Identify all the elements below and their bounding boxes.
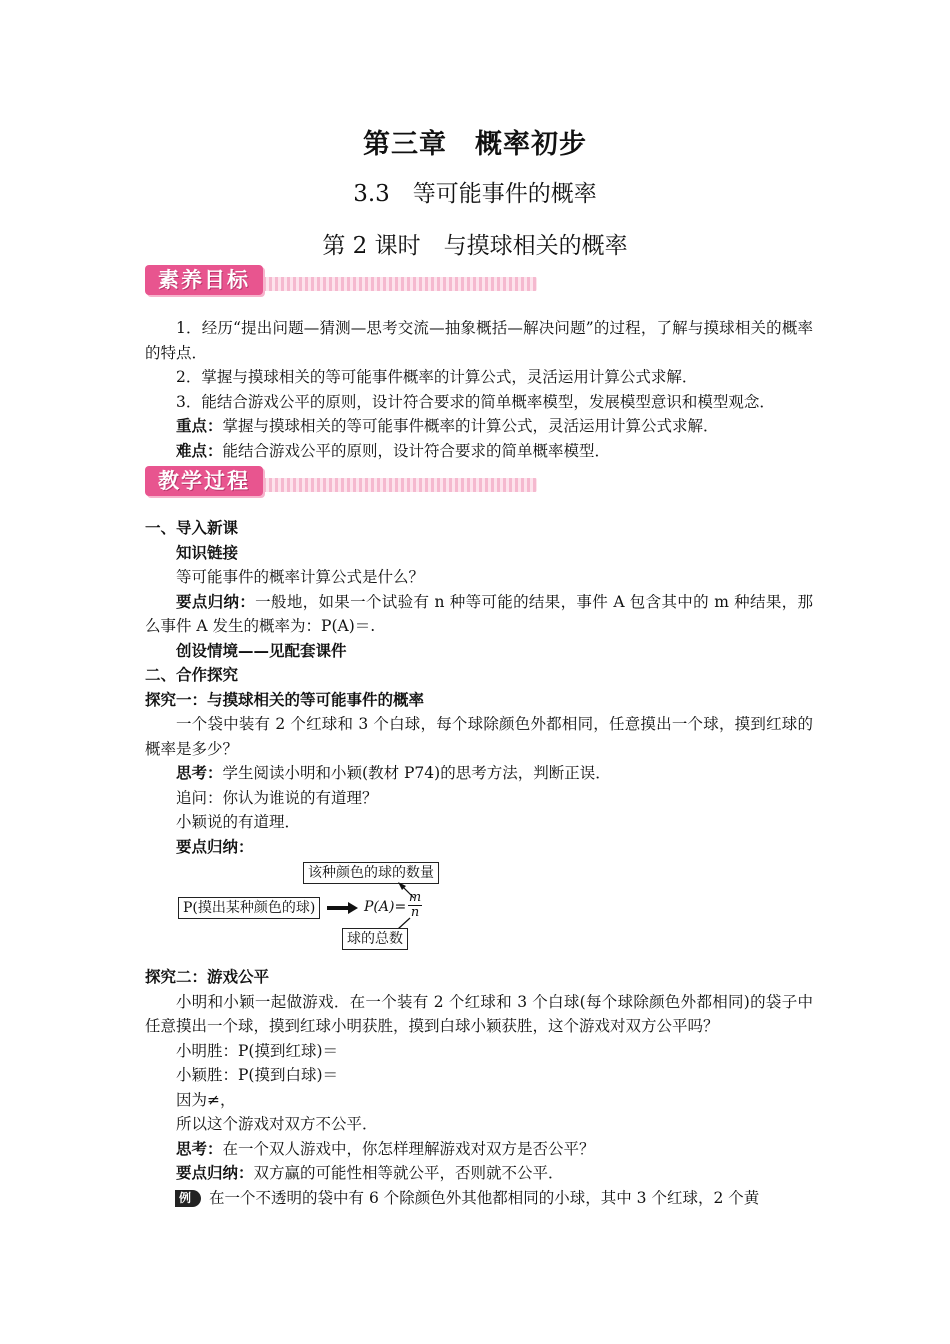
goals-banner-label: 素养目标: [145, 265, 263, 295]
goals-banner: [145, 265, 537, 295]
formula-denominator: n: [408, 905, 422, 920]
count-of-color-box: 该种颜色的球的数量: [303, 862, 439, 884]
goal-item-1: 1．经历“提出问题—猜测—思考交流—抽象概括—解决问题”的过程，了解与摸球相关的概率的特点．: [145, 319, 813, 362]
summary-3-label: 要点归纳：: [176, 1164, 254, 1182]
formula-lhs: P(A)=: [364, 899, 407, 915]
part2-heading: 二、合作探究: [145, 666, 239, 684]
followup-question: 追问：你认为谁说的有道理？: [176, 788, 378, 807]
main-arrow-head: [348, 902, 358, 914]
goals-section: [145, 316, 813, 463]
summary-2-label: 要点归纳：: [176, 837, 254, 856]
section-title: 3.3 等可能事件的概率: [353, 181, 597, 207]
example-text: 在一个不透明的袋中有 6 个除颜色外其他都相同的小球，其中 3 个红球，2 个黄: [209, 1188, 760, 1207]
xiaoming-win: 小明胜：P(摸到红球)＝: [176, 1041, 339, 1060]
probability-box: P(摸出某种颜色的球): [178, 897, 320, 919]
scenario: 创设情境——见配套课件: [176, 641, 347, 660]
difficulty-label: 难点：: [176, 441, 223, 460]
difficulty-point: [145, 439, 813, 464]
key-label: 重点：: [176, 417, 223, 435]
banner-stripe: [245, 478, 537, 492]
followup-answer: 小颖说的有道理．: [176, 813, 301, 831]
goal-item-2: 2．掌握与摸球相关的等可能事件概率的计算公式，灵活运用计算公式求解．: [176, 368, 698, 386]
process-banner: [145, 466, 537, 496]
summary-3-text: 双方赢的可能性相等就公平，否则就不公平．: [253, 1164, 564, 1182]
formula-question: 等可能事件的概率计算公式是什么？: [176, 568, 425, 586]
think-1: [145, 761, 813, 786]
chapter-title: 第三章 概率初步: [363, 129, 587, 160]
difficulty-text: 能结合游戏公平的原则，设计符合要求的简单概率模型．: [222, 441, 611, 460]
key-text: 掌握与摸球相关的等可能事件概率的计算公式，灵活运用计算公式求解．: [222, 417, 719, 435]
think-2-text: 在一个双人游戏中，你怎样理解游戏对双方是否公平？: [222, 1139, 595, 1158]
process-section: [145, 516, 813, 859]
process-banner-label: 教学过程: [145, 466, 263, 496]
formula-fraction: [408, 891, 422, 920]
key-point: [145, 414, 813, 439]
think-1-label: 思考：: [176, 764, 223, 782]
because-line: 因为≠，: [176, 1090, 236, 1109]
explore1-heading: 探究一：与摸球相关的等可能事件的概率: [145, 690, 425, 709]
think-1-text: 学生阅读小明和小颖(教材 P74)的思考方法，判断正误．: [222, 764, 611, 782]
banner-stripe: [245, 277, 537, 291]
explore2-problem: 小明和小颖一起做游戏．在一个装有 2 个红球和 3 个白球(每个球除颜色外都相同)的袋子中任意摸出一个球，摸到红球小明获胜，摸到白球小颖获胜，这个游戏对双方公平吗？: [145, 992, 813, 1035]
conclusion-line: 所以这个游戏对双方不公平．: [176, 1115, 378, 1133]
explore2-section: [145, 965, 813, 1210]
think-2-label: 思考：: [176, 1139, 223, 1158]
lesson-title: 第 2 课时 与摸球相关的概率: [322, 233, 628, 259]
summary-1-label: 要点归纳：: [176, 592, 256, 611]
summary-3: [145, 1161, 813, 1186]
formula-diagram: [178, 860, 458, 952]
example-line: [145, 1186, 813, 1211]
explore2-heading: 探究二：游戏公平: [145, 968, 270, 986]
summary-1-text: 一般地，如果一个试验有 n 种等可能的结果，事件 A 包含其中的 m 种结果，那么事件 A 发生的概率为：P(A)＝.: [145, 592, 813, 635]
formula-numerator: m: [408, 890, 422, 905]
explore1-problem: 一个袋中装有 2 个红球和 3 个白球，每个球除颜色外都相同，任意摸出一个球，摸到红球的概率是多少？: [145, 715, 813, 758]
xiaoying-win: 小颖胜：P(摸到白球)＝: [176, 1066, 339, 1084]
total-balls-box: 球的总数: [342, 928, 408, 950]
think-2: [145, 1137, 813, 1162]
knowledge-link: 知识链接: [176, 543, 239, 562]
part1-heading: 一、导入新课: [145, 519, 239, 537]
goal-item-3: 3．能结合游戏公平的原则，设计符合要求的简单概率模型，发展模型意识和模型观念．: [176, 392, 775, 411]
example-tag: 例: [175, 1190, 201, 1207]
summary-1: [145, 590, 813, 639]
